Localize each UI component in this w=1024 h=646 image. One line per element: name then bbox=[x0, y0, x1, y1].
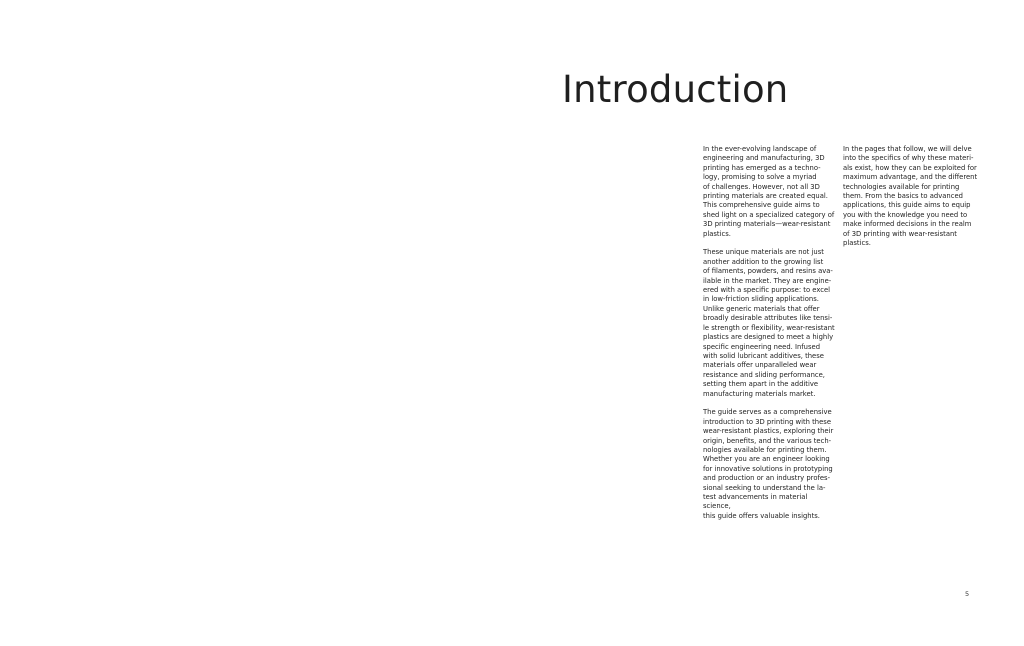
text-column-right bbox=[843, 145, 979, 258]
page-title: Introduction bbox=[562, 68, 789, 111]
paragraph: These unique materials are not just another addition to the growing list of filaments, powders, and resins ava- ilable in the market. They are engine- ered with a specific purpose: to excel in low-friction sliding applications. Unlike generic materials that offer broadly desirable attributes like tensi- le strength or flexibility, wear-resistant plastics are designed to meet a highly specific engineering need. Infused with solid lubricant additives, these materials offer unparalleled wear resistance and sliding performance, setting them apart in the additive manufacturing materials market. bbox=[703, 248, 835, 398]
text-column-left bbox=[703, 145, 837, 531]
paragraph: In the ever-evolving landscape of engineering and manufacturing, 3D printing has emerged as a techno- logy, promising to solve a myriad of challenges. However, not all 3D printing materials are created equal. This comprehensive guide aims to shed light on a specialized category of 3D printing materials—wear-resistant plastics. bbox=[703, 145, 835, 238]
page-number: 5 bbox=[965, 590, 970, 598]
paragraph: The guide serves as a comprehensive introduction to 3D printing with these wear-resistant plastics, exploring their origin, benefits, and the various tech- nologies available for printing them. Whether you are an engineer looking for innovative solutions in prototyping and production or an industry profes- sional seeking to understand the la- test advancements in material science, this guide offers valuable insights. bbox=[703, 408, 834, 520]
paragraph: In the pages that follow, we will delve into the specifics of why these materi- als exist, how they can be exploited for maximum advantage, and the different technologies available for printing them. From the basics to advanced applications, this guide aims to equip you with the knowledge you need to make informed decisions in the realm of 3D printing with wear-resistant plastics. bbox=[843, 145, 978, 248]
